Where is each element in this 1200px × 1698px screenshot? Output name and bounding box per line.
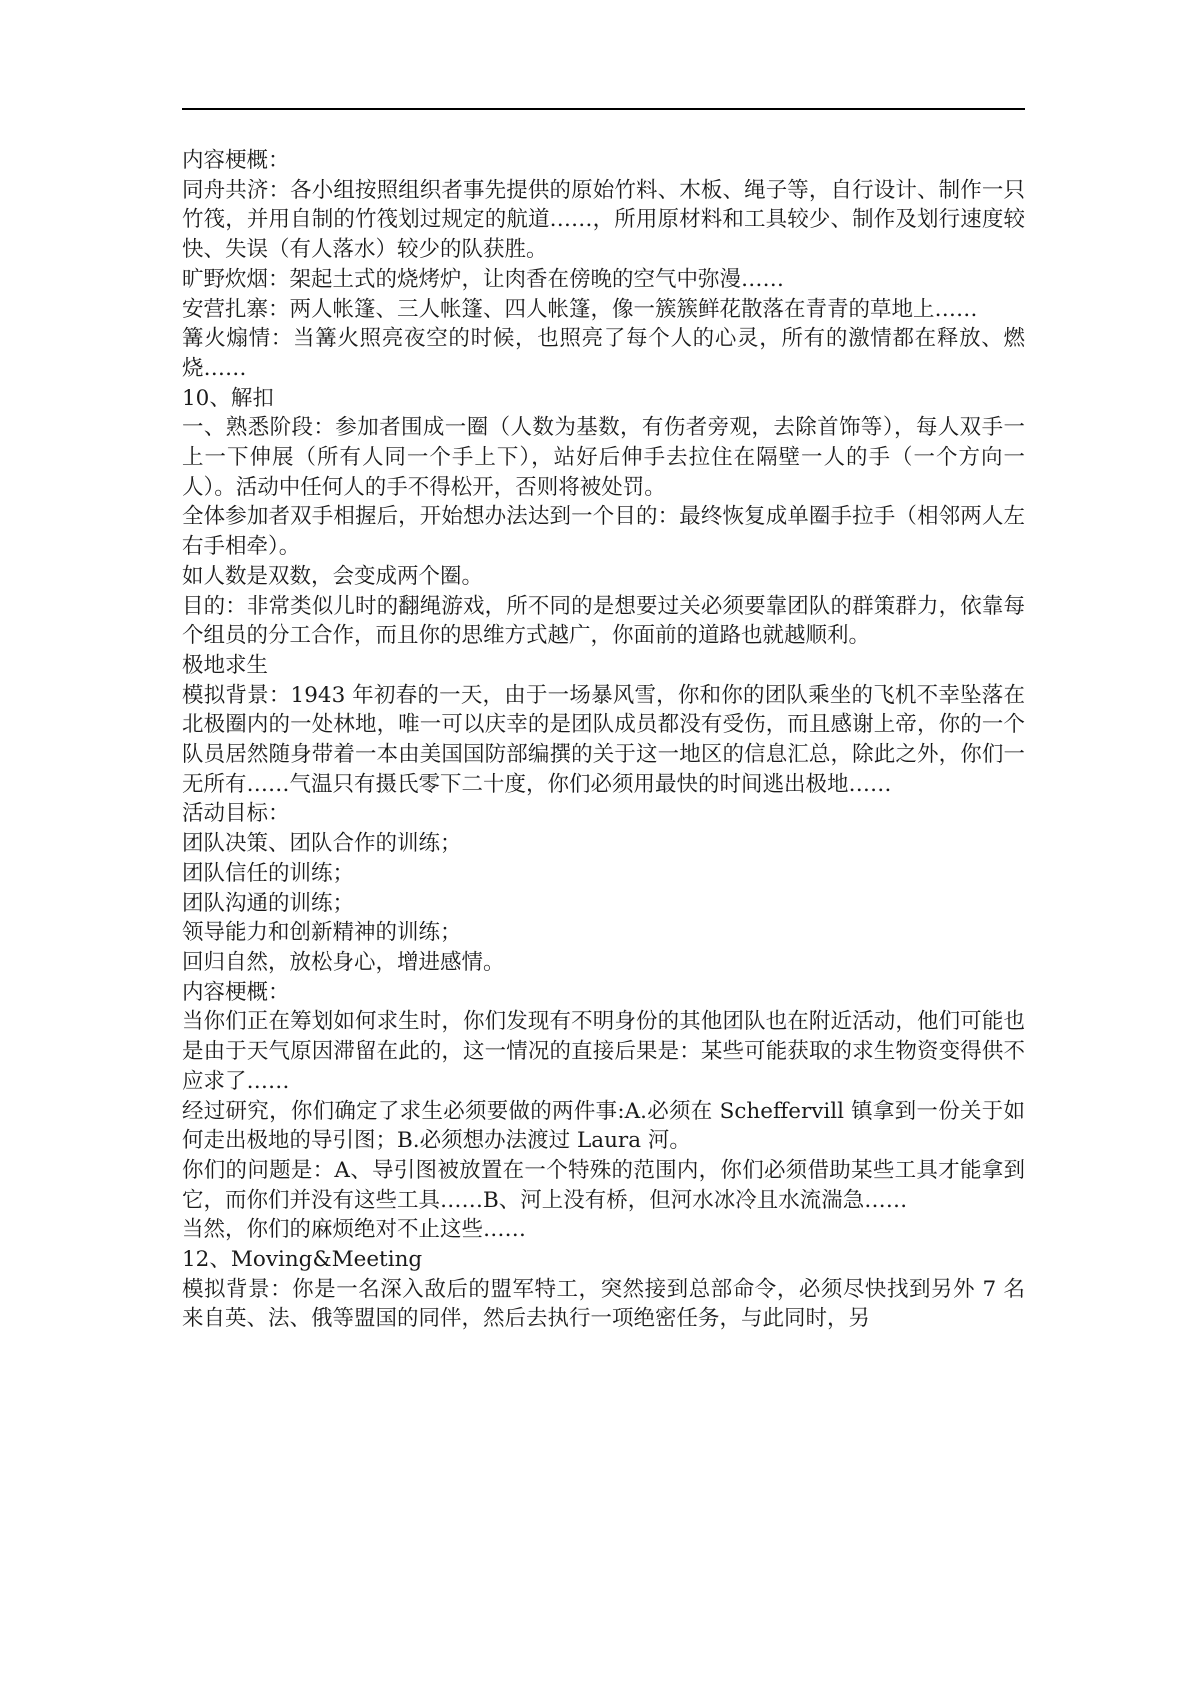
paragraph: 当然，你们的麻烦绝对不止这些…… [182, 1217, 527, 1243]
paragraph: 如人数是双数，会变成两个圈。 [182, 563, 484, 589]
list-item: 领导能力和创新精神的训练； [182, 920, 462, 946]
paragraph: 一、熟悉阶段：参加者围成一圈（人数为基数，有伤者旁观，去除首饰等），每人双手一上一下伸展（所有人同一个手上下），站好后伸手去拉住在隔壁一人的手（一个方向一人）。活动中任何人的手不得松开，否则将被处罚。 [182, 415, 1025, 500]
list-item: 团队决策、团队合作的训练； [182, 831, 462, 857]
paragraph: 全体参加者双手相握后，开始想办法达到一个目的：最终恢复成单圈手拉手（相邻两人左右手相牵）。 [182, 504, 1025, 560]
paragraph: 同舟共济：各小组按照组织者事先提供的原始竹料、木板、绳子等，自行设计、制作一只竹筏，并用自制的竹筏划过规定的航道……，所用原材料和工具较少、制作及划行速度较快、失误（有人落水）较少的队获胜。 [182, 177, 1025, 263]
list-item: 团队信任的训练； [182, 860, 355, 886]
section-heading: 10、解扣 [182, 385, 274, 411]
paragraph: 活动目标： [182, 801, 290, 827]
list-item: 回归自然，放松身心，增进感情。 [182, 949, 505, 975]
document-body [182, 146, 1025, 1334]
paragraph: 目的：非常类似儿时的翻绳游戏，所不同的是想要过关必须要靠团队的群策群力，依靠每个组员的分工合作，而且你的思维方式越广，你面前的道路也就越顺利。 [182, 593, 1025, 649]
paragraph: 安营扎寨：两人帐篷、三人帐篷、四人帐篷，像一簇簇鲜花散落在青青的草地上…… [182, 296, 978, 322]
section-heading: 12、Moving&Meeting [182, 1247, 423, 1273]
paragraph: 篝火煽情：当篝火照亮夜空的时候，也照亮了每个人的心灵，所有的激情都在释放、燃烧…… [182, 326, 1025, 381]
list-item: 团队沟通的训练； [182, 890, 355, 916]
paragraph: 经过研究，你们确定了求生必须要做的两件事:A.必须在 Scheffervill 镇拿到一份关于如何走出极地的导引图；B.必须想办法渡过 Laura 河。 [182, 1098, 1025, 1154]
section-heading: 极地求生 [182, 652, 269, 678]
paragraph: 当你们正在筹划如何求生时，你们发现有不明身份的其他团队也在附近活动，他们可能也是由于天气原因滞留在此的，这一情况的直接后果是：某些可能获取的求生物资变得供不应求了…… [182, 1009, 1025, 1094]
paragraph: 旷野炊烟：架起土式的烧烤炉，让肉香在傍晚的空气中弥漫…… [182, 266, 785, 292]
paragraph: 内容梗概： [182, 979, 290, 1005]
header-rule [182, 108, 1025, 110]
paragraph: 模拟背景：1943 年初春的一天，由于一场暴风雪，你和你的团队乘坐的飞机不幸坠落在北极圈内的一处林地，唯一可以庆幸的是团队成员都没有受伤，而且感谢上帝，你的一个队员居然随身带着一本由美国国防部编撰的关于这一地区的信息汇总，除此之外，你们一无所有……气温只有摄氏零下二十度，你们必须用最快的时间逃出极地…… [182, 682, 1025, 797]
paragraph: 内容梗概： [182, 148, 290, 173]
paragraph: 你们的问题是：A、导引图被放置在一个特殊的范围内，你们必须借助某些工具才能拿到它，而你们并没有这些工具……B、河上没有桥，但河水冰冷且水流湍急…… [182, 1157, 1025, 1213]
paragraph: 模拟背景：你是一名深入敌后的盟军特工，突然接到总部命令，必须尽快找到另外 7 名来自英、法、俄等盟国的同伴，然后去执行一项绝密任务，与此同时，另 [182, 1276, 1025, 1332]
